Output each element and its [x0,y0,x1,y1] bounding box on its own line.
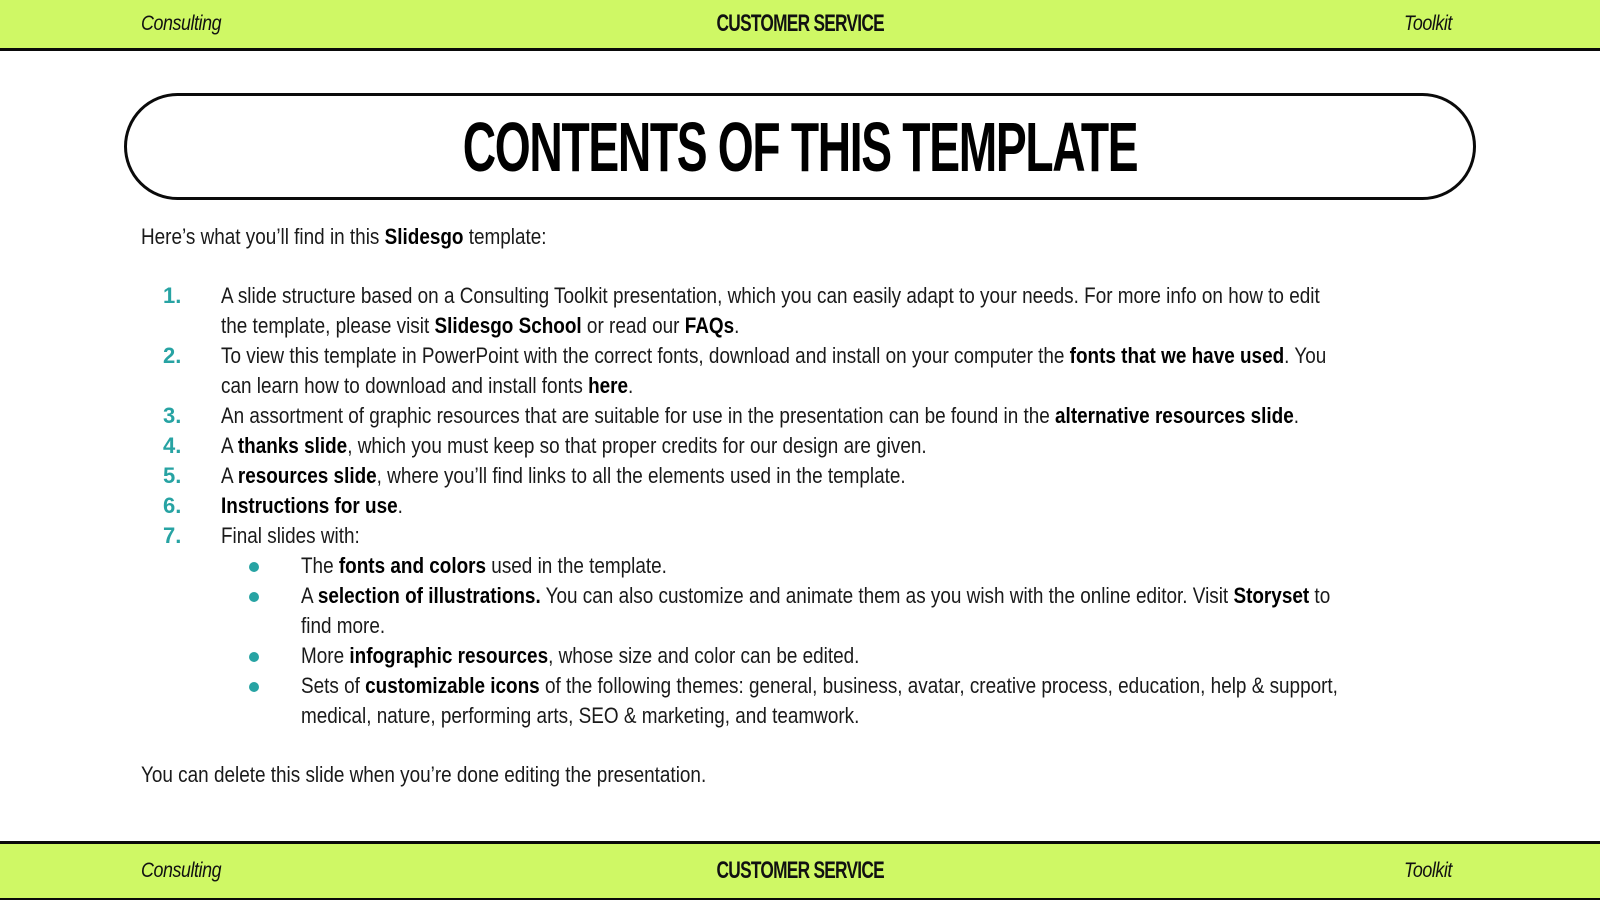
text-run: . [397,493,403,518]
text-run: medical, nature, performing arts, SEO & marketing, and teamwork. [301,703,860,728]
footer-right-label: Toolkit [1404,859,1452,882]
bold-link[interactable]: Instructions for use [221,493,398,518]
header-right-label: Toolkit [1404,12,1452,35]
bold-link[interactable]: FAQs [684,313,735,338]
text-run: can learn how to download and install fonts [221,373,589,398]
text-line [221,281,1461,311]
text-run: The [301,553,339,578]
bold-link[interactable]: fonts that we have used [1069,343,1285,368]
header-bar [0,0,1600,51]
text-line [221,371,1461,401]
list-number: 2. [163,343,182,368]
text-line [301,671,1461,701]
text-line [221,491,1461,521]
bullet-dot-icon [249,562,259,572]
list-number: 7. [163,523,182,548]
header-left-label: Consulting [141,12,222,35]
bold-link[interactable]: Slidesgo School [434,313,582,338]
text-run: , where you’ll find links to all the elements used in the template. [376,463,906,488]
text-run: , whose size and color can be edited. [548,643,860,668]
text-run: of the following themes: general, business, avatar, creative process, education, help & support, [539,673,1338,698]
text-run: A [301,583,318,608]
text-run: . [628,373,634,398]
text-run: Sets of [301,673,366,698]
bullet-item [141,551,1461,581]
text-line [221,401,1461,431]
bold-link[interactable]: alternative resources slide [1055,403,1294,428]
list-item [141,281,1461,341]
text-line [221,431,1461,461]
list-item [141,461,1461,491]
list-number: 4. [163,433,182,458]
list-item [141,491,1461,521]
text-run: A slide structure based on a Consulting Toolkit presentation, which you can easily adapt to your needs. For more info on how to edit [221,283,1320,308]
bullet-dot-icon [249,652,259,662]
contents-body [141,222,1461,790]
numbered-list [141,281,1461,551]
text-run: To view this template in PowerPoint with the correct fonts, download and install on your computer the [221,343,1070,368]
list-item [141,401,1461,431]
bullet-item [141,671,1461,731]
text-line [301,581,1461,611]
text-run: . [1293,403,1300,428]
list-number: 6. [163,493,182,518]
bold-link[interactable]: fonts and colors [338,553,487,578]
text-line [221,461,1461,491]
bullet-item [141,641,1461,671]
text-line [301,551,1461,581]
list-item [141,341,1461,401]
text-run: . [734,313,740,338]
bullet-dot-icon [249,592,259,602]
text-run: A [221,463,238,488]
text-run: An assortment of graphic resources that are suitable for use in the presentation can be found in the [221,403,1056,428]
intro-text: Here’s what you’ll find in this Slidesgo template: [141,224,547,249]
footer-center-label: CUSTOMER SERVICE [716,857,884,884]
bold-link[interactable]: resources slide [237,463,377,488]
text-run: A [221,433,238,458]
text-run: find more. [301,613,386,638]
title-pill [124,93,1476,200]
text-run: or read our [581,313,685,338]
list-item [141,521,1461,551]
text-run: the template, please visit [221,313,435,338]
list-number: 3. [163,403,182,428]
bullet-list [141,551,1461,731]
text-line [301,701,1461,731]
list-number: 1. [163,283,182,308]
bold-link[interactable]: customizable icons [365,673,540,698]
bold-link[interactable]: thanks slide [237,433,348,458]
text-line [301,611,1461,641]
text-line [301,641,1461,671]
bold-link[interactable]: infographic resources [349,643,549,668]
text-run: You can also customize and animate them as you wish with the online editor. Visit [540,583,1234,608]
list-item [141,431,1461,461]
footer-left-label: Consulting [141,859,222,882]
bullet-item [141,581,1461,641]
text-run: used in the template. [486,553,667,578]
text-run: More [301,643,350,668]
text-run: , which you must keep so that proper credits for our design are given. [347,433,927,458]
bold-link[interactable]: selection of illustrations. [317,583,541,608]
header-center-label: CUSTOMER SERVICE [716,10,884,37]
bold-link[interactable]: here [588,373,629,398]
footer-bar [0,841,1600,900]
list-number: 5. [163,463,182,488]
text-line [221,311,1461,341]
text-run: Final slides with: [221,523,360,548]
slidesgo-link[interactable]: Slidesgo [384,224,464,249]
text-line [221,341,1461,371]
page-title: CONTENTS OF THIS TEMPLATE [462,107,1138,186]
text-run: . You [1284,343,1327,368]
outro-text: You can delete this slide when you’re done editing the presentation. [141,762,707,787]
text-line [221,521,1461,551]
bold-link[interactable]: Storyset [1233,583,1310,608]
text-run: to [1309,583,1331,608]
bullet-dot-icon [249,682,259,692]
